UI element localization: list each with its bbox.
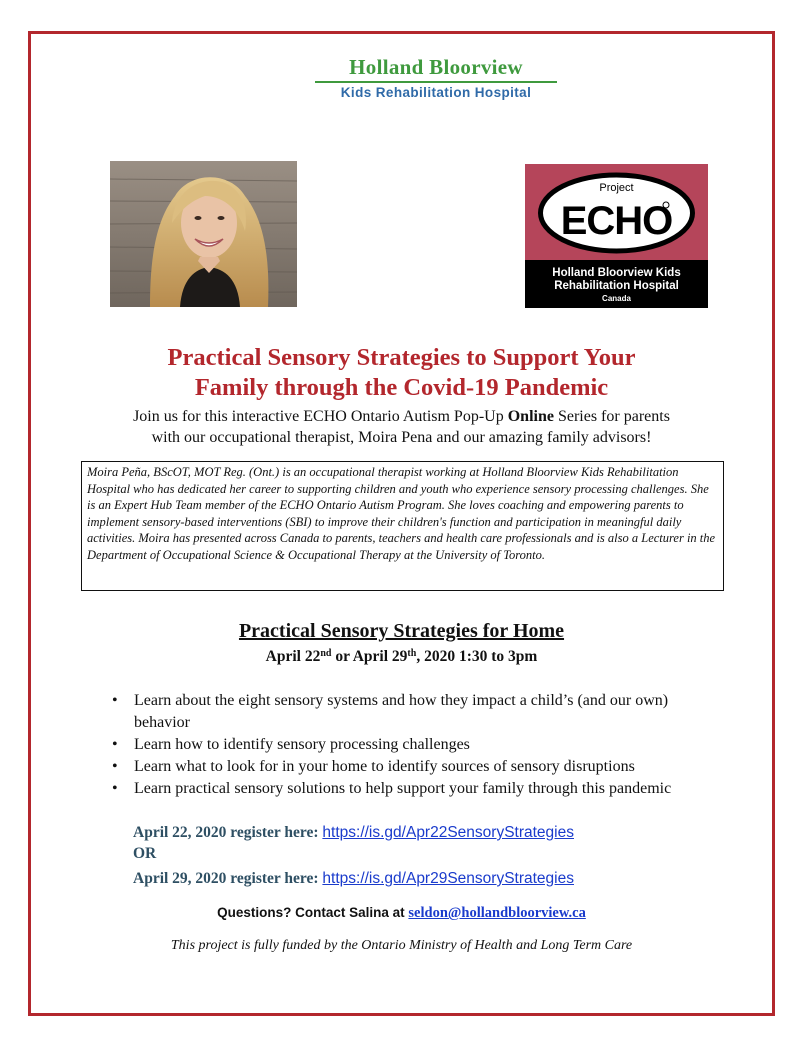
register-april22-label: April 22, 2020 register here: [133, 824, 323, 841]
session-time: , 2020 1:30 to 3pm [416, 648, 538, 665]
funding-note: This project is fully funded by the Ontario Ministry of Health and Long Term Care [170, 938, 633, 953]
list-item-text: Learn how to identify sensory processing challenges [134, 736, 470, 753]
echo-logo-background [525, 164, 708, 260]
register-april29 [133, 868, 574, 890]
list-item [112, 690, 702, 734]
flyer-title-line2: Family through the Covid-19 Pandemic [194, 374, 609, 401]
register-april29-link[interactable]: https://is.gd/Apr29SensoryStrategies [322, 870, 574, 887]
list-item-text: Learn what to look for in your home to identify sources of sensory disruptions [134, 758, 635, 775]
intro-part2: Series for parents [553, 408, 670, 425]
session-date2: or April 29 [331, 648, 408, 665]
bullet-icon: • [112, 780, 118, 797]
intro-text [80, 406, 723, 448]
holland-bloorview-logo [311, 55, 561, 101]
logo-org-subtitle: Kids Rehabilitation Hospital [340, 85, 532, 100]
list-item [112, 778, 702, 800]
echo-wordmark: ECHO [560, 199, 673, 243]
logo-divider [315, 81, 557, 83]
intro-online-bold: Online [507, 408, 554, 425]
session-dates [80, 647, 723, 667]
logo-org-name: Holland Bloorview [349, 55, 523, 79]
list-item-text: Learn practical sensory solutions to help support your family through this pandemic [134, 780, 672, 797]
learning-points-list [112, 690, 702, 800]
flyer-title-line1: Practical Sensory Strategies to Support Your [167, 344, 636, 371]
echo-caption-line3: Canada [602, 294, 631, 303]
list-item [112, 734, 702, 756]
presenter-photo [110, 161, 297, 307]
flyer-title [80, 343, 723, 403]
project-echo-logo [525, 164, 708, 308]
register-april22-link[interactable]: https://is.gd/Apr22SensoryStrategies [322, 824, 574, 841]
echo-project-label: Project [599, 182, 634, 194]
intro-line2: with our occupational therapist, Moira Pena and our amazing family advisors! [151, 429, 652, 446]
bullet-icon: • [112, 758, 118, 775]
session-date2-suffix: th [407, 648, 417, 659]
bullet-icon: • [112, 692, 118, 709]
session-title: Practical Sensory Strategies for Home [238, 620, 565, 642]
session-date1-suffix: nd [320, 648, 332, 659]
register-april29-label: April 29, 2020 register here: [133, 870, 323, 887]
contact-line [80, 905, 723, 922]
echo-logo-caption [525, 260, 708, 308]
echo-caption-line1: Holland Bloorview Kids [552, 267, 681, 279]
bullet-icon: • [112, 736, 118, 753]
register-or-label: OR [133, 845, 157, 862]
intro-line1 [80, 406, 723, 427]
session-date1: April 22 [265, 648, 321, 665]
intro-part1: Join us for this interactive ECHO Ontario Autism Pop-Up [133, 408, 508, 425]
contact-email-link[interactable]: seldon@hollandbloorview.ca [408, 905, 586, 921]
contact-label: Questions? Contact Salina at [217, 905, 409, 920]
list-item-text: Learn about the eight sensory systems and how they impact a child’s (and our own) behavior [134, 692, 669, 731]
register-april22 [133, 822, 574, 844]
list-item [112, 756, 702, 778]
presenter-bio-box: Moira Peña, BScOT, MOT Reg. (Ont.) is an occupational therapist working at Holland Bloorview Kids Rehabilitation Hospital who has dedicated her career to supporting children and youth who experience sensory processing challenges. She is an Expert Hub Team member of the ECHO Ontario Autism Program. She loves coaching and empowering parents to implement sensory-based interventions (SBI) to improve their children's function and participation in meaningful daily activities. Moira has presented across Canada to parents, teachers and health care professionals and is also a Lecturer in the Department of Occupational Science & Occupational Therapy at the University of Toronto. [81, 461, 724, 591]
echo-caption-line2: Rehabilitation Hospital [554, 280, 679, 292]
